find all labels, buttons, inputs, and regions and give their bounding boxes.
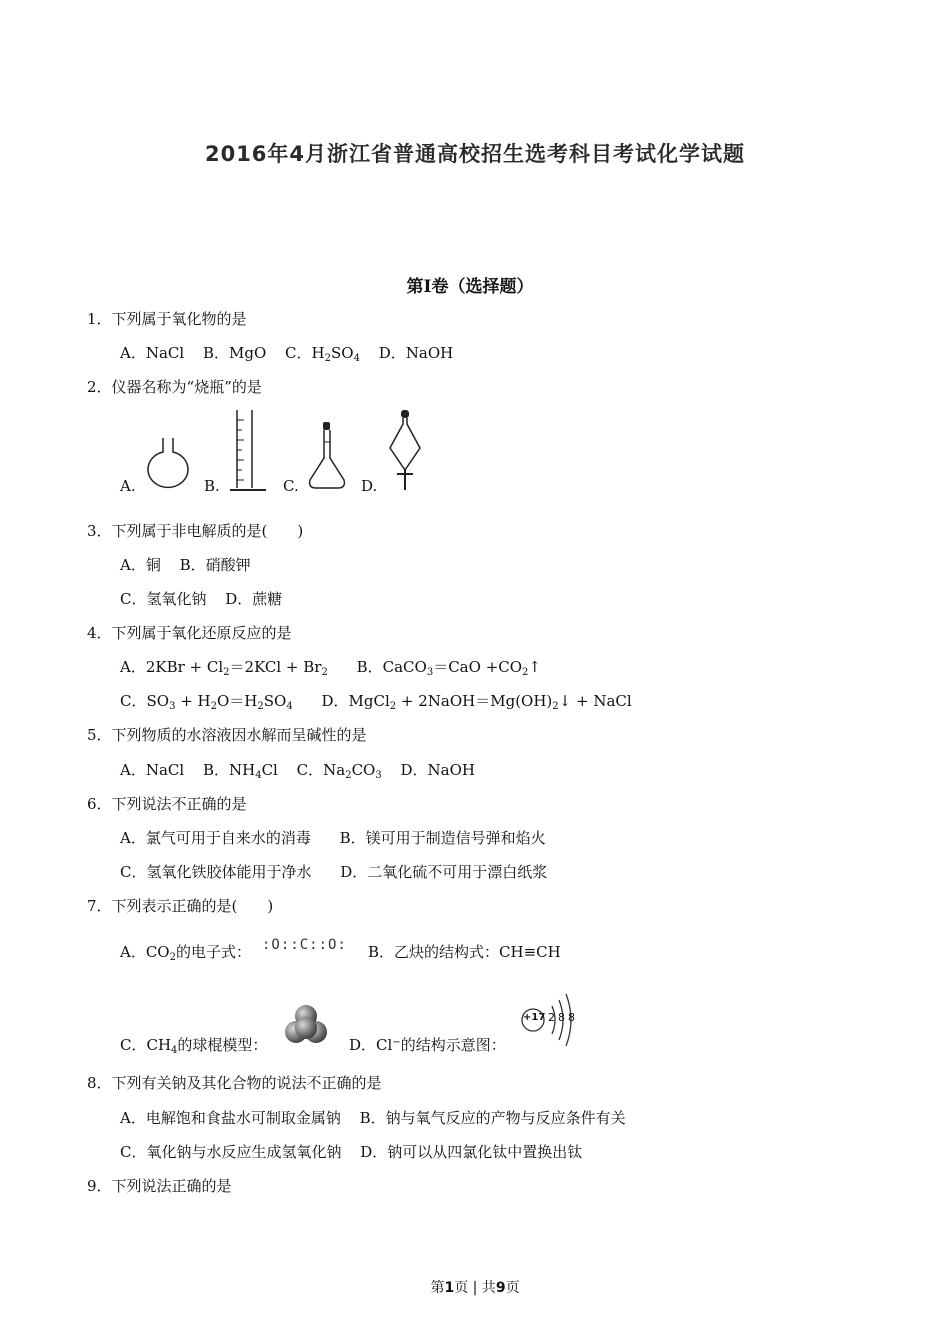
volumetric-flask-icon — [304, 420, 350, 494]
round-flask-icon — [145, 436, 191, 492]
question-6-options-row2 — [120, 861, 547, 883]
option-a: A．$CO_2$的电子式： — [120, 943, 251, 963]
option-d: D．蔗糖 — [225, 590, 283, 608]
option-d: D．钠可以从四氯化钛中置换出钛 — [360, 1143, 583, 1161]
option-c: C. — [283, 477, 299, 495]
question-3-options-row1 — [120, 554, 251, 576]
option-c: C．$SO_3 + H_2O=H_2SO_4$ — [120, 692, 293, 712]
question-3-stem: 3．下列属于非电解质的是( ) — [87, 522, 304, 540]
question-5-options — [120, 759, 475, 781]
option-c: C．$Na_2CO_3$ — [296, 761, 382, 781]
separatory-funnel-icon — [386, 408, 424, 494]
question-1-options — [120, 342, 453, 364]
question-2-stem: 2．仪器名称为“烧瓶”的是 — [87, 378, 262, 396]
nucleus-charge: +17 — [523, 1012, 546, 1023]
question-5-stem: 5．下列物质的水溶液因水解而呈碱性的是 — [87, 726, 367, 744]
option-b: B. — [204, 477, 220, 495]
option-d: D. — [361, 477, 378, 495]
question-6-stem: 6．下列说法不正确的是 — [87, 795, 247, 813]
ch4-ball-stick-model-icon — [282, 1002, 330, 1046]
question-8-options-row1 — [120, 1107, 626, 1129]
question-4-options-row2 — [120, 690, 632, 712]
option-d: D．二氧化硫不可用于漂白纸浆 — [340, 863, 548, 881]
option-c: C．氧化钠与水反应生成氢氧化钠 — [120, 1143, 342, 1161]
option-c: C．氢氧化钠 — [120, 590, 207, 608]
question-1-stem: 1．下列属于氧化物的是 — [87, 310, 247, 328]
option-d: D．Cl−的结构示意图： — [349, 1036, 506, 1054]
option-b: B．钠与氧气反应的产物与反应条件有关 — [359, 1109, 626, 1127]
option-c: C．$CH_4$的球棍模型： — [120, 1036, 268, 1056]
option-b: B．硝酸钾 — [179, 556, 251, 574]
option-d: D．NaOH — [378, 344, 454, 362]
option-a: A．NaCl — [120, 344, 185, 362]
option-c: C．$H_2SO_4$ — [285, 344, 360, 364]
option-b: B．乙炔的结构式：CH≡CH — [368, 943, 561, 961]
option-a: A．电解饱和食盐水可制取金属钠 — [120, 1109, 341, 1127]
question-8-options-row2 — [120, 1141, 582, 1163]
page-footer: 第1页 | 共9页 — [430, 1280, 520, 1296]
option-b: B．$NH_4Cl$ — [202, 761, 278, 781]
option-d: D．MgCl$_2$ + $2NaOH=Mg(OH)_2↓$ + NaCl — [321, 692, 632, 712]
question-9-stem: 9．下列说法正确的是 — [87, 1177, 232, 1195]
option-a: A．氯气可用于自来水的消毒 — [120, 829, 311, 847]
question-4-options-row1 — [120, 656, 541, 678]
option-b: B．镁可用于制造信号弹和焰火 — [339, 829, 546, 847]
option-a: A．$2KBr + Cl_2=2KCl + Br_2$ — [120, 658, 328, 678]
option-c: C．氢氧化铁胶体能用于净水 — [120, 863, 312, 881]
question-4-stem: 4．下列属于氧化还原反应的是 — [87, 624, 292, 642]
question-3-options-row2 — [120, 588, 282, 610]
option-b: B．MgO — [202, 344, 267, 362]
shell-electrons: 288 — [548, 1011, 578, 1024]
option-a: A．NaCl — [120, 761, 185, 779]
page-title: 2016年4月浙江省普通高校招生选考科目考试化学试题 — [204, 142, 746, 166]
option-b: B．CaCO$_3$＝CaO $+CO_2↑$ — [356, 658, 541, 678]
co2-electron-formula: :O::C::O: — [262, 937, 347, 953]
chloride-ion-structure-diagram — [518, 988, 582, 1052]
graduated-cylinder-icon — [228, 408, 268, 494]
option-d: D．NaOH — [400, 761, 475, 779]
option-a: A. — [120, 477, 136, 495]
question-7-stem: 7．下列表示正确的是( ) — [87, 897, 274, 915]
section-title: 第I卷（选择题） — [406, 277, 534, 297]
question-6-options-row1 — [120, 827, 546, 849]
question-8-stem: 8．下列有关钠及其化合物的说法不正确的是 — [87, 1074, 382, 1092]
option-a: A．铜 — [120, 556, 161, 574]
